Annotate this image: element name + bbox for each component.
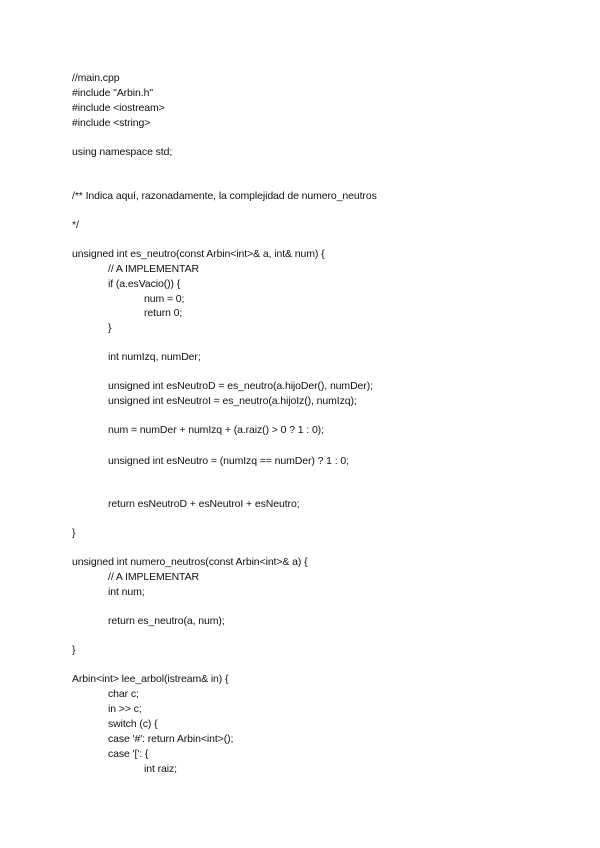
code-line: #include "Arbin.h" (72, 87, 153, 99)
code-line: // A IMPLEMENTAR (108, 263, 199, 275)
code-line: unsigned int esNeutroD = es_neutro(a.hijoDer(), numDer); (108, 380, 373, 392)
code-line: in >> c; (108, 703, 142, 715)
code-line: #include <string> (72, 117, 151, 129)
code-line: int numIzq, numDer; (108, 351, 201, 363)
code-line: num = numDer + numIzq + (a.raiz() > 0 ? 1 : 0); (108, 424, 324, 436)
code-line: unsigned int esNeutroI = es_neutro(a.hijoIz(), numIzq); (108, 395, 357, 407)
code-line: using namespace std; (72, 146, 173, 158)
code-line: case '#': return Arbin<int>(); (108, 733, 234, 745)
code-line: num = 0; (144, 293, 185, 305)
code-line: unsigned int numero_neutros(const Arbin<int>& a) { (72, 556, 308, 568)
code-line: } (72, 644, 76, 656)
code-line: } (108, 322, 112, 334)
code-line: char c; (108, 688, 139, 700)
code-line: int num; (108, 586, 145, 598)
code-line: unsigned int esNeutro = (numIzq == numDer) ? 1 : 0; (108, 455, 349, 467)
code-line: return esNeutroD + esNeutroI + esNeutro; (108, 498, 300, 510)
code-line: #include <iostream> (72, 102, 165, 114)
code-line: unsigned int es_neutro(const Arbin<int>& a, int& num) { (72, 248, 325, 260)
code-line: // A IMPLEMENTAR (108, 571, 199, 583)
code-line: return es_neutro(a, num); (108, 615, 225, 627)
code-line: //main.cpp (72, 72, 120, 84)
code-line: switch (c) { (108, 718, 158, 730)
code-line: /** Indica aquí, razonadamente, la complejidad de numero_neutros (72, 190, 377, 202)
code-line: if (a.esVacio()) { (108, 278, 181, 290)
code-line: case '[': { (108, 748, 149, 760)
code-line: return 0; (144, 307, 183, 319)
code-line: int raiz; (144, 763, 177, 775)
code-line: */ (72, 219, 79, 231)
code-line: } (72, 527, 76, 539)
code-line: Arbin<int> lee_arbol(istream& in) { (72, 673, 229, 685)
